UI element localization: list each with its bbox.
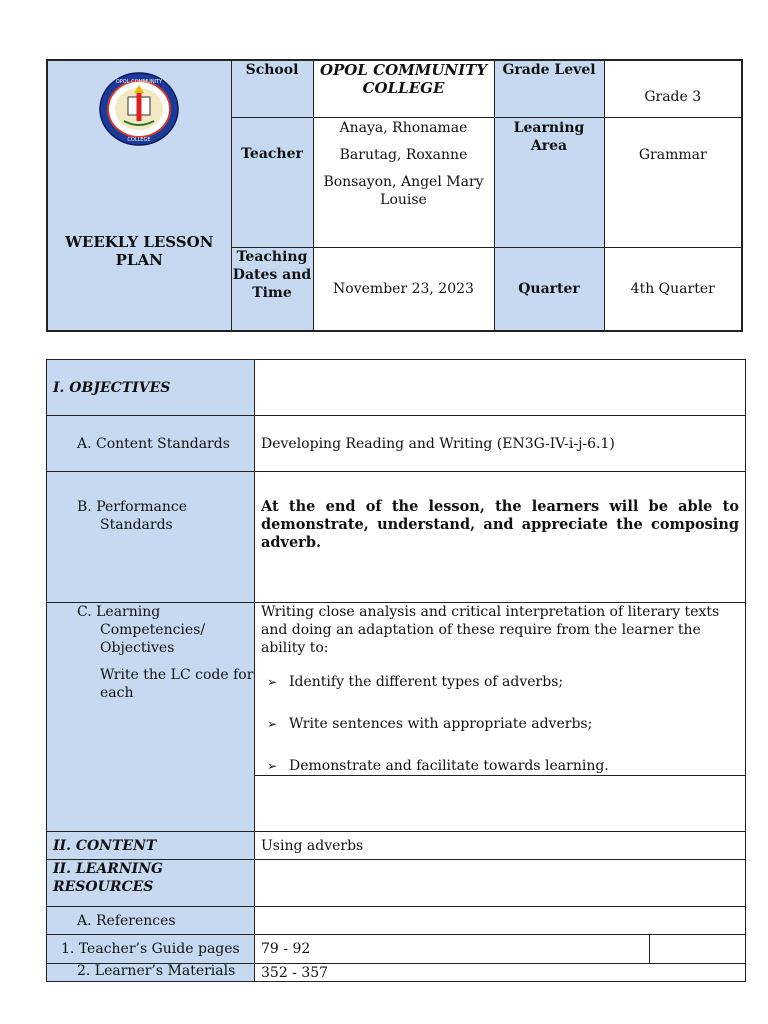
school-value: OPOL COMMUNITY COLLEGE bbox=[313, 60, 494, 117]
learners-materials-value: 352 - 357 bbox=[255, 964, 746, 982]
content-heading: II. CONTENT bbox=[47, 832, 255, 860]
quarter-value: 4th Quarter bbox=[604, 247, 742, 331]
performance-text: At the end of the lesson, the learners will be able to demonstrate, understand, and appreciate the composing adverb. bbox=[261, 498, 739, 551]
grade-level-label: Grade Level bbox=[494, 60, 604, 117]
content-standards-label: A. Content Standards bbox=[47, 416, 255, 472]
objectives-value bbox=[255, 360, 746, 416]
arrow-bullet-icon: ➢ bbox=[267, 759, 278, 773]
list-item bbox=[261, 673, 739, 691]
performance-label-line: B. Performance bbox=[77, 499, 188, 515]
svg-text:OPOL COMMUNITY: OPOL COMMUNITY bbox=[116, 79, 163, 85]
lesson-plan-header-table bbox=[46, 59, 743, 332]
content-standards-value: Developing Reading and Writing (EN3G-IV-i-j-6.1) bbox=[255, 416, 746, 472]
teacher-name: Barutag, Roxanne bbox=[339, 146, 468, 163]
performance-standards-label bbox=[47, 472, 255, 603]
learning-resources-heading: II. LEARNING RESOURCES bbox=[47, 860, 255, 907]
teacher-name: Anaya, Rhonamae bbox=[339, 119, 468, 136]
objectives-heading: I. OBJECTIVES bbox=[47, 360, 255, 416]
competencies-label-line: Objectives bbox=[100, 640, 175, 656]
list-item-text: Identify the different types of adverbs; bbox=[289, 674, 564, 690]
competencies-label-line: Competencies/ bbox=[100, 622, 206, 638]
teachers-guide-label: 1. Teacher’s Guide pages bbox=[47, 935, 255, 964]
list-item bbox=[261, 715, 739, 733]
quarter-label: Quarter bbox=[494, 247, 604, 331]
lesson-plan-body-table bbox=[46, 359, 746, 982]
competencies-value bbox=[255, 603, 746, 776]
competencies-empty-cell bbox=[255, 776, 746, 832]
learning-area-value: Grammar bbox=[604, 117, 742, 247]
teaching-dates-label: Teaching Dates and Time bbox=[231, 247, 313, 331]
references-label: A. References bbox=[47, 907, 255, 935]
teacher-list bbox=[313, 117, 494, 247]
competencies-label bbox=[47, 603, 255, 832]
list-item-text: Demonstrate and facilitate towards learning. bbox=[289, 758, 609, 774]
document-title: WEEKLY LESSON PLAN bbox=[65, 233, 214, 269]
learning-area-label: Learning Area bbox=[494, 117, 604, 247]
competencies-intro: Writing close analysis and critical interpretation of literary texts and doing an adaptation of these require from the learner the ability to: bbox=[261, 604, 720, 656]
school-seal-icon bbox=[98, 71, 180, 147]
learning-resources-value bbox=[255, 860, 746, 907]
teaching-dates-value: November 23, 2023 bbox=[313, 247, 494, 331]
teachers-guide-value: 79 - 92 bbox=[255, 935, 650, 964]
lc-code-note: Write the LC code for each bbox=[100, 667, 254, 701]
references-value bbox=[255, 907, 746, 935]
arrow-bullet-icon: ➢ bbox=[267, 717, 278, 731]
header-title-cell bbox=[47, 60, 231, 331]
grade-level-value: Grade 3 bbox=[604, 60, 742, 117]
teacher-name: Bonsayon, Angel Mary Louise bbox=[323, 173, 484, 208]
competencies-label-line: C. Learning bbox=[77, 604, 161, 620]
list-item bbox=[261, 757, 739, 775]
svg-text:COLLEGE: COLLEGE bbox=[127, 137, 151, 143]
teacher-label: Teacher bbox=[231, 117, 313, 247]
performance-label-line: Standards bbox=[100, 517, 173, 533]
content-value: Using adverbs bbox=[255, 832, 746, 860]
teachers-guide-extra bbox=[650, 935, 746, 964]
school-label: School bbox=[231, 60, 313, 117]
list-item-text: Write sentences with appropriate adverbs; bbox=[289, 716, 593, 732]
performance-standards-value bbox=[255, 472, 746, 603]
learners-materials-label: 2. Learner’s Materials bbox=[47, 964, 255, 982]
arrow-bullet-icon: ➢ bbox=[267, 675, 278, 689]
